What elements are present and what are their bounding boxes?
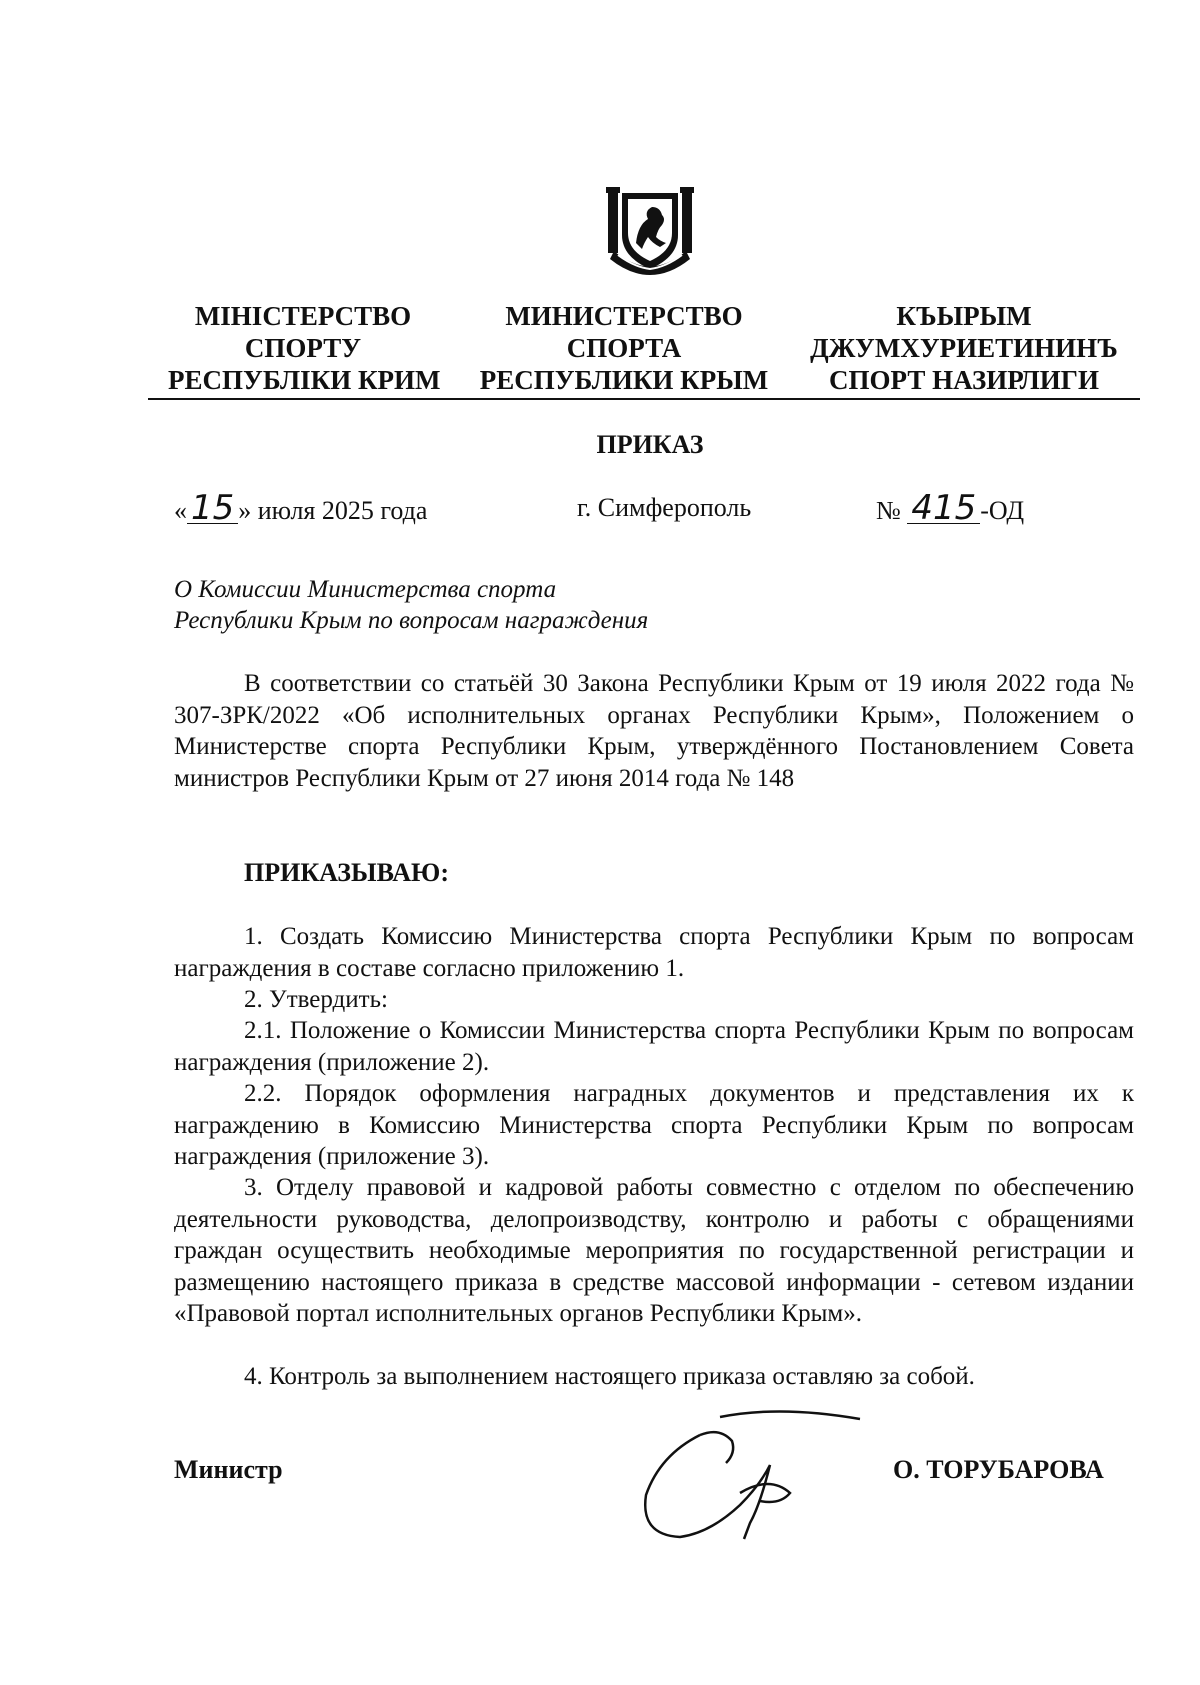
coat-of-arms-icon — [604, 185, 696, 275]
document-title: ПРИКАЗ — [596, 430, 704, 459]
header-rus-line: МИНИСТЕРСТВО — [505, 301, 743, 331]
header-rus-line: СПОРТА — [566, 333, 682, 363]
item-1: 1. Создать Комиссию Министерства спорта Республики Крым по вопросам награждения в составе согласно приложению 1. — [174, 923, 1134, 982]
date-open-quote: « — [174, 496, 187, 525]
number-handwritten: 415 — [907, 493, 980, 524]
header-divider — [148, 398, 1140, 400]
preamble-paragraph: В соответствии со статьёй 30 Закона Республики Крым от 19 июля 2022 года № 307-ЗРК/2022 «Об исполнительных органах Республики Крым», Положением о Министерстве спорта Республики Крым, утверждённого Постановлением Совета министров Республики Крым от 27 июня 2014 года № 148 — [174, 670, 1134, 792]
item-2-1: 2.1. Положение о Комиссии Министерства спорта Республики Крым по вопросам награждения (приложение 2). — [174, 1017, 1134, 1076]
header-rus — [474, 300, 774, 396]
signatory-role: Министр — [174, 1455, 283, 1484]
header-rus-line: РЕСПУБЛИКИ КРЫМ — [479, 365, 769, 395]
order-date — [174, 488, 428, 528]
number-suffix: -ОД — [980, 496, 1025, 525]
header-crh-line: ДЖУМХУРИЕТИНИНЪ — [810, 333, 1118, 363]
item-4: 4. Контроль за выполнением настоящего приказа оставляю за собой. — [244, 1363, 975, 1390]
order-subject — [174, 574, 648, 636]
subject-line: Республики Крым по вопросам награждения — [174, 607, 649, 634]
header-crh — [806, 300, 1122, 396]
header-crh-line: СПОРТ НАЗИРЛИГИ — [829, 365, 1099, 395]
header-ukr — [168, 300, 441, 396]
header-ukr-line: МІНІСТЕРСТВО — [194, 301, 412, 331]
subject-line: О Комиссии Министерства спорта — [174, 576, 557, 603]
header-ukr-line: РЕСПУБЛІКИ КРИМ — [168, 365, 441, 395]
signatory-name: О. ТОРУБАРОВА — [893, 1455, 1104, 1484]
order-number — [876, 488, 1025, 528]
item-3: 3. Отделу правовой и кадровой работы совместно с отделом по обеспечению деятельности руководства, делопроизводству, контролю и работы с обращениями граждан осуществить необходимые мероприятия по государственной регистрации и размещению настоящего приказа в средстве массовой информации - сетевом издании «Правовой портал исполнительных органов Республики Крым». — [174, 1174, 1134, 1327]
order-city: г. Симферополь — [577, 493, 752, 522]
handwritten-signature-icon — [640, 1405, 880, 1545]
header-crh-line: КЪЫРЫМ — [896, 301, 1032, 331]
item-2-2: 2.2. Порядок оформления наградных документов и представления их к награждению в Комиссию Министерства спорта Республики Крым по вопросам награждения (приложение 3). — [174, 1080, 1134, 1170]
item-2: 2. Утвердить: — [244, 986, 388, 1013]
number-prefix: № — [876, 496, 901, 525]
date-rest: » июля 2025 года — [238, 496, 428, 525]
date-day-handwritten: 15 — [187, 493, 238, 524]
order-word: ПРИКАЗЫВАЮ: — [244, 858, 449, 887]
header-ukr-line: СПОРТУ — [244, 333, 362, 363]
